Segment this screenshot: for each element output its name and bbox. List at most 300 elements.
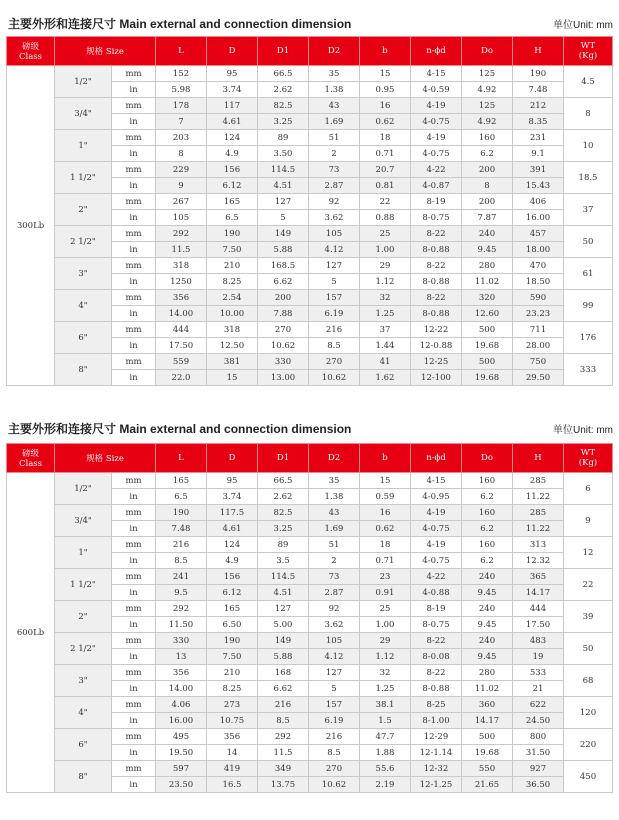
- value-cell-d: 210: [207, 258, 258, 274]
- value-cell-nfd: 8-0.75: [411, 617, 462, 633]
- value-cell-b: 41: [360, 354, 411, 370]
- value-cell-l: 11.5: [156, 242, 207, 258]
- value-cell-nfd: 4-22: [411, 162, 462, 178]
- unit-cell: mm: [112, 226, 156, 242]
- weight-cell: 50: [564, 226, 613, 258]
- value-cell-d2: 3.62: [309, 617, 360, 633]
- table-row: [7, 258, 613, 274]
- unit-cell: mm: [112, 194, 156, 210]
- value-cell-nfd: 8-0.08: [411, 649, 462, 665]
- value-cell-b: 15: [360, 473, 411, 489]
- value-cell-d: 4.61: [207, 114, 258, 130]
- value-cell-b: 55.6: [360, 761, 411, 777]
- weight-cell: 6: [564, 473, 613, 505]
- value-cell-do: 500: [462, 729, 513, 745]
- value-cell-d2: 51: [309, 130, 360, 146]
- value-cell-nfd: 8-0.88: [411, 274, 462, 290]
- value-cell-do: 160: [462, 505, 513, 521]
- unit-cell: in: [112, 745, 156, 761]
- value-cell-h: 28.00: [513, 338, 564, 354]
- header-l: L: [156, 37, 207, 66]
- weight-cell: 333: [564, 354, 613, 386]
- value-cell-d2: 35: [309, 473, 360, 489]
- value-cell-nfd: 8-22: [411, 633, 462, 649]
- unit-cell: in: [112, 82, 156, 98]
- value-cell-do: 280: [462, 258, 513, 274]
- value-cell-d1: 216: [258, 697, 309, 713]
- size-cell: 2": [55, 194, 112, 226]
- unit-cell: mm: [112, 354, 156, 370]
- value-cell-h: 711: [513, 322, 564, 338]
- value-cell-h: 190: [513, 66, 564, 82]
- value-cell-nfd: 8-25: [411, 697, 462, 713]
- value-cell-l: 241: [156, 569, 207, 585]
- value-cell-d1: 4.51: [258, 178, 309, 194]
- value-cell-l: 14.00: [156, 681, 207, 697]
- value-cell-l: 11.50: [156, 617, 207, 633]
- value-cell-l: 495: [156, 729, 207, 745]
- value-cell-do: 4.92: [462, 114, 513, 130]
- value-cell-l: 559: [156, 354, 207, 370]
- table-row: [7, 665, 613, 681]
- value-cell-b: 29: [360, 258, 411, 274]
- value-cell-h: 9.1: [513, 146, 564, 162]
- value-cell-l: 190: [156, 505, 207, 521]
- size-cell: 1/2": [55, 473, 112, 505]
- value-cell-b: 18: [360, 537, 411, 553]
- pressure-class-cell: 300Lb: [7, 66, 55, 386]
- unit-cell: in: [112, 713, 156, 729]
- value-cell-d2: 2.87: [309, 585, 360, 601]
- value-cell-l: 22.0: [156, 370, 207, 386]
- value-cell-l: 4.06: [156, 697, 207, 713]
- unit-cell: mm: [112, 258, 156, 274]
- value-cell-d2: 6.19: [309, 713, 360, 729]
- value-cell-d2: 10.62: [309, 370, 360, 386]
- unit-cell: mm: [112, 665, 156, 681]
- header-class-en: Class: [18, 459, 42, 469]
- unit-cell: in: [112, 681, 156, 697]
- value-cell-l: 1250: [156, 274, 207, 290]
- value-cell-d1: 3.50: [258, 146, 309, 162]
- value-cell-d1: 330: [258, 354, 309, 370]
- value-cell-d: 12.50: [207, 338, 258, 354]
- value-cell-b: 1.44: [360, 338, 411, 354]
- value-cell-nfd: 8-0.88: [411, 306, 462, 322]
- value-cell-do: 19.68: [462, 745, 513, 761]
- value-cell-d1: 5.88: [258, 242, 309, 258]
- weight-cell: 61: [564, 258, 613, 290]
- value-cell-d: 3.74: [207, 82, 258, 98]
- value-cell-nfd: 4-0.87: [411, 178, 462, 194]
- unit-cell: in: [112, 114, 156, 130]
- value-cell-d1: 3.25: [258, 521, 309, 537]
- value-cell-l: 216: [156, 537, 207, 553]
- size-cell: 3": [55, 665, 112, 697]
- value-cell-b: 0.62: [360, 521, 411, 537]
- value-cell-nfd: 4-0.88: [411, 585, 462, 601]
- size-cell: 8": [55, 761, 112, 793]
- value-cell-do: 19.68: [462, 370, 513, 386]
- header-d1: D1: [258, 37, 309, 66]
- value-cell-l: 17.50: [156, 338, 207, 354]
- value-cell-b: 1.88: [360, 745, 411, 761]
- value-cell-h: 18.00: [513, 242, 564, 258]
- value-cell-d2: 73: [309, 569, 360, 585]
- value-cell-h: 285: [513, 505, 564, 521]
- value-cell-h: 14.17: [513, 585, 564, 601]
- table-row: [7, 729, 613, 745]
- value-cell-d2: 43: [309, 505, 360, 521]
- header-nfd: n-ϕd: [411, 37, 462, 66]
- section-title: 主要外形和连接尺寸 Main external and connection dimension: [8, 17, 352, 31]
- unit-cell: in: [112, 553, 156, 569]
- value-cell-d1: 89: [258, 130, 309, 146]
- value-cell-do: 500: [462, 354, 513, 370]
- value-cell-d: 4.9: [207, 553, 258, 569]
- dimension-table-600lb: [6, 443, 613, 793]
- value-cell-d2: 6.19: [309, 306, 360, 322]
- value-cell-d1: 349: [258, 761, 309, 777]
- value-cell-do: 125: [462, 98, 513, 114]
- value-cell-b: 0.71: [360, 553, 411, 569]
- value-cell-do: 9.45: [462, 649, 513, 665]
- value-cell-l: 7: [156, 114, 207, 130]
- value-cell-do: 6.2: [462, 146, 513, 162]
- value-cell-l: 14.00: [156, 306, 207, 322]
- size-cell: 1 1/2": [55, 162, 112, 194]
- value-cell-d: 356: [207, 729, 258, 745]
- table-row: [7, 66, 613, 82]
- value-cell-b: 1.00: [360, 617, 411, 633]
- table-row: [7, 761, 613, 777]
- size-cell: 1 1/2": [55, 569, 112, 601]
- value-cell-d1: 82.5: [258, 98, 309, 114]
- value-cell-d1: 8.5: [258, 713, 309, 729]
- dimension-table-300lb: [6, 36, 613, 386]
- value-cell-d1: 6.62: [258, 274, 309, 290]
- value-cell-d2: 157: [309, 697, 360, 713]
- value-cell-l: 105: [156, 210, 207, 226]
- unit-cell: in: [112, 521, 156, 537]
- value-cell-d: 6.50: [207, 617, 258, 633]
- value-cell-h: 800: [513, 729, 564, 745]
- value-cell-nfd: 4-19: [411, 130, 462, 146]
- value-cell-d1: 6.62: [258, 681, 309, 697]
- size-cell: 6": [55, 322, 112, 354]
- value-cell-h: 231: [513, 130, 564, 146]
- value-cell-do: 200: [462, 194, 513, 210]
- unit-cell: in: [112, 274, 156, 290]
- unit-cell: in: [112, 338, 156, 354]
- value-cell-nfd: 8-22: [411, 665, 462, 681]
- weight-cell: 4.5: [564, 66, 613, 98]
- header-b: b: [360, 37, 411, 66]
- header-wt-label: WT: [580, 41, 596, 51]
- value-cell-l: 267: [156, 194, 207, 210]
- value-cell-h: 11.22: [513, 521, 564, 537]
- value-cell-do: 9.45: [462, 617, 513, 633]
- weight-cell: 220: [564, 729, 613, 761]
- header-do: Do: [462, 444, 513, 473]
- value-cell-nfd: 4-22: [411, 569, 462, 585]
- value-cell-nfd: 12-1.25: [411, 777, 462, 793]
- value-cell-nfd: 12-1.14: [411, 745, 462, 761]
- value-cell-d1: 3.5: [258, 553, 309, 569]
- value-cell-h: 533: [513, 665, 564, 681]
- value-cell-d1: 114.5: [258, 569, 309, 585]
- value-cell-h: 365: [513, 569, 564, 585]
- header-class: [7, 37, 55, 66]
- value-cell-l: 16.00: [156, 713, 207, 729]
- value-cell-nfd: 4-19: [411, 98, 462, 114]
- section-title-row: [0, 417, 619, 437]
- value-cell-do: 14.17: [462, 713, 513, 729]
- value-cell-d: 16.5: [207, 777, 258, 793]
- value-cell-b: 1.62: [360, 370, 411, 386]
- unit-cell: mm: [112, 505, 156, 521]
- value-cell-d: 117.5: [207, 505, 258, 521]
- value-cell-d2: 157: [309, 290, 360, 306]
- value-cell-d: 15: [207, 370, 258, 386]
- value-cell-d2: 92: [309, 194, 360, 210]
- value-cell-d: 4.61: [207, 521, 258, 537]
- value-cell-l: 8.5: [156, 553, 207, 569]
- value-cell-l: 229: [156, 162, 207, 178]
- value-cell-h: 12.32: [513, 553, 564, 569]
- value-cell-l: 356: [156, 290, 207, 306]
- size-cell: 8": [55, 354, 112, 386]
- unit-cell: mm: [112, 473, 156, 489]
- section-title: 主要外形和连接尺寸 Main external and connection dimension: [8, 422, 352, 436]
- value-cell-d1: 13.00: [258, 370, 309, 386]
- value-cell-d: 95: [207, 66, 258, 82]
- value-cell-d2: 270: [309, 761, 360, 777]
- value-cell-l: 9.5: [156, 585, 207, 601]
- value-cell-h: 285: [513, 473, 564, 489]
- unit-cell: in: [112, 210, 156, 226]
- value-cell-l: 152: [156, 66, 207, 82]
- value-cell-h: 16.00: [513, 210, 564, 226]
- unit-cell: mm: [112, 130, 156, 146]
- unit-label: 单位Unit: mm: [553, 425, 613, 436]
- unit-cell: mm: [112, 322, 156, 338]
- value-cell-d2: 8.5: [309, 338, 360, 354]
- value-cell-b: 0.62: [360, 114, 411, 130]
- value-cell-d2: 105: [309, 633, 360, 649]
- table-row: [7, 290, 613, 306]
- value-cell-d: 7.50: [207, 649, 258, 665]
- size-cell: 1": [55, 537, 112, 569]
- value-cell-l: 9: [156, 178, 207, 194]
- unit-cell: mm: [112, 98, 156, 114]
- header-size-en: Size: [105, 47, 124, 57]
- value-cell-d: 7.50: [207, 242, 258, 258]
- value-cell-d2: 270: [309, 354, 360, 370]
- weight-cell: 37: [564, 194, 613, 226]
- unit-cell: in: [112, 617, 156, 633]
- table-row: [7, 194, 613, 210]
- header-do: Do: [462, 37, 513, 66]
- value-cell-d: 124: [207, 537, 258, 553]
- value-cell-do: 8: [462, 178, 513, 194]
- table-row: [7, 505, 613, 521]
- value-cell-do: 200: [462, 162, 513, 178]
- value-cell-d2: 105: [309, 226, 360, 242]
- value-cell-d2: 216: [309, 729, 360, 745]
- value-cell-d: 3.74: [207, 489, 258, 505]
- value-cell-do: 21.65: [462, 777, 513, 793]
- value-cell-d: 95: [207, 473, 258, 489]
- value-cell-l: 444: [156, 322, 207, 338]
- unit-cell: in: [112, 777, 156, 793]
- value-cell-d: 4.9: [207, 146, 258, 162]
- value-cell-do: 240: [462, 226, 513, 242]
- table-row: [7, 226, 613, 242]
- value-cell-b: 47.7: [360, 729, 411, 745]
- value-cell-do: 11.02: [462, 681, 513, 697]
- value-cell-d1: 270: [258, 322, 309, 338]
- value-cell-do: 6.2: [462, 521, 513, 537]
- value-cell-h: 457: [513, 226, 564, 242]
- table-row: [7, 322, 613, 338]
- value-cell-d1: 10.62: [258, 338, 309, 354]
- value-cell-d: 124: [207, 130, 258, 146]
- size-cell: 3/4": [55, 505, 112, 537]
- value-cell-d: 2.54: [207, 290, 258, 306]
- weight-cell: 9: [564, 505, 613, 537]
- value-cell-d: 10.75: [207, 713, 258, 729]
- weight-cell: 50: [564, 633, 613, 665]
- value-cell-h: 927: [513, 761, 564, 777]
- weight-cell: 39: [564, 601, 613, 633]
- value-cell-do: 550: [462, 761, 513, 777]
- value-cell-d2: 3.62: [309, 210, 360, 226]
- value-cell-b: 1.12: [360, 274, 411, 290]
- value-cell-l: 13: [156, 649, 207, 665]
- value-cell-b: 25: [360, 601, 411, 617]
- value-cell-do: 6.2: [462, 489, 513, 505]
- value-cell-do: 240: [462, 601, 513, 617]
- header-d1: D1: [258, 444, 309, 473]
- value-cell-l: 23.50: [156, 777, 207, 793]
- unit-cell: in: [112, 649, 156, 665]
- table-row: [7, 633, 613, 649]
- value-cell-h: 19: [513, 649, 564, 665]
- value-cell-h: 29.50: [513, 370, 564, 386]
- value-cell-h: 7.48: [513, 82, 564, 98]
- value-cell-b: 16: [360, 505, 411, 521]
- value-cell-h: 444: [513, 601, 564, 617]
- value-cell-h: 21: [513, 681, 564, 697]
- value-cell-nfd: 4-0.59: [411, 82, 462, 98]
- value-cell-d1: 89: [258, 537, 309, 553]
- value-cell-l: 19.50: [156, 745, 207, 761]
- value-cell-do: 12.60: [462, 306, 513, 322]
- value-cell-d: 165: [207, 194, 258, 210]
- value-cell-do: 160: [462, 473, 513, 489]
- value-cell-h: 313: [513, 537, 564, 553]
- size-cell: 2": [55, 601, 112, 633]
- value-cell-b: 20.7: [360, 162, 411, 178]
- value-cell-d1: 5.88: [258, 649, 309, 665]
- value-cell-l: 356: [156, 665, 207, 681]
- value-cell-h: 406: [513, 194, 564, 210]
- unit-cell: in: [112, 585, 156, 601]
- value-cell-b: 15: [360, 66, 411, 82]
- value-cell-nfd: 4-19: [411, 537, 462, 553]
- value-cell-nfd: 4-0.95: [411, 489, 462, 505]
- value-cell-do: 7.87: [462, 210, 513, 226]
- value-cell-nfd: 12-100: [411, 370, 462, 386]
- value-cell-do: 160: [462, 130, 513, 146]
- value-cell-nfd: 8-19: [411, 194, 462, 210]
- size-cell: 1/2": [55, 66, 112, 98]
- unit-cell: in: [112, 489, 156, 505]
- value-cell-l: 5.98: [156, 82, 207, 98]
- header-class-en: Class: [18, 52, 42, 62]
- header-wt: [564, 37, 613, 66]
- value-cell-d2: 73: [309, 162, 360, 178]
- table-header-row: [7, 444, 613, 473]
- value-cell-d2: 216: [309, 322, 360, 338]
- value-cell-d: 6.5: [207, 210, 258, 226]
- value-cell-h: 15.43: [513, 178, 564, 194]
- header-class-cn: 磅级: [21, 42, 39, 52]
- size-cell: 2 1/2": [55, 633, 112, 665]
- header-size-en: Size: [105, 454, 124, 464]
- unit-cell: mm: [112, 729, 156, 745]
- header-d: D: [207, 444, 258, 473]
- value-cell-do: 19.68: [462, 338, 513, 354]
- weight-cell: 68: [564, 665, 613, 697]
- header-d2: D2: [309, 444, 360, 473]
- header-size: [55, 37, 156, 66]
- header-class: [7, 444, 55, 473]
- section-title-row: [0, 12, 619, 32]
- value-cell-l: 292: [156, 601, 207, 617]
- unit-cell: mm: [112, 697, 156, 713]
- value-cell-do: 320: [462, 290, 513, 306]
- value-cell-do: 6.2: [462, 553, 513, 569]
- value-cell-b: 23: [360, 569, 411, 585]
- value-cell-nfd: 8-0.88: [411, 681, 462, 697]
- value-cell-do: 360: [462, 697, 513, 713]
- value-cell-h: 750: [513, 354, 564, 370]
- value-cell-d: 190: [207, 226, 258, 242]
- value-cell-nfd: 12-25: [411, 354, 462, 370]
- unit-cell: in: [112, 146, 156, 162]
- unit-cell: in: [112, 242, 156, 258]
- value-cell-d1: 2.62: [258, 489, 309, 505]
- table-row: [7, 162, 613, 178]
- value-cell-d: 6.12: [207, 178, 258, 194]
- value-cell-nfd: 8-22: [411, 290, 462, 306]
- value-cell-d2: 35: [309, 66, 360, 82]
- value-cell-nfd: 12-22: [411, 322, 462, 338]
- value-cell-d1: 168: [258, 665, 309, 681]
- value-cell-nfd: 4-15: [411, 473, 462, 489]
- value-cell-b: 1.25: [360, 681, 411, 697]
- value-cell-h: 212: [513, 98, 564, 114]
- size-cell: 4": [55, 290, 112, 322]
- value-cell-b: 1.5: [360, 713, 411, 729]
- unit-cell: in: [112, 178, 156, 194]
- value-cell-do: 280: [462, 665, 513, 681]
- unit-cell: mm: [112, 162, 156, 178]
- value-cell-b: 22: [360, 194, 411, 210]
- value-cell-nfd: 4-15: [411, 66, 462, 82]
